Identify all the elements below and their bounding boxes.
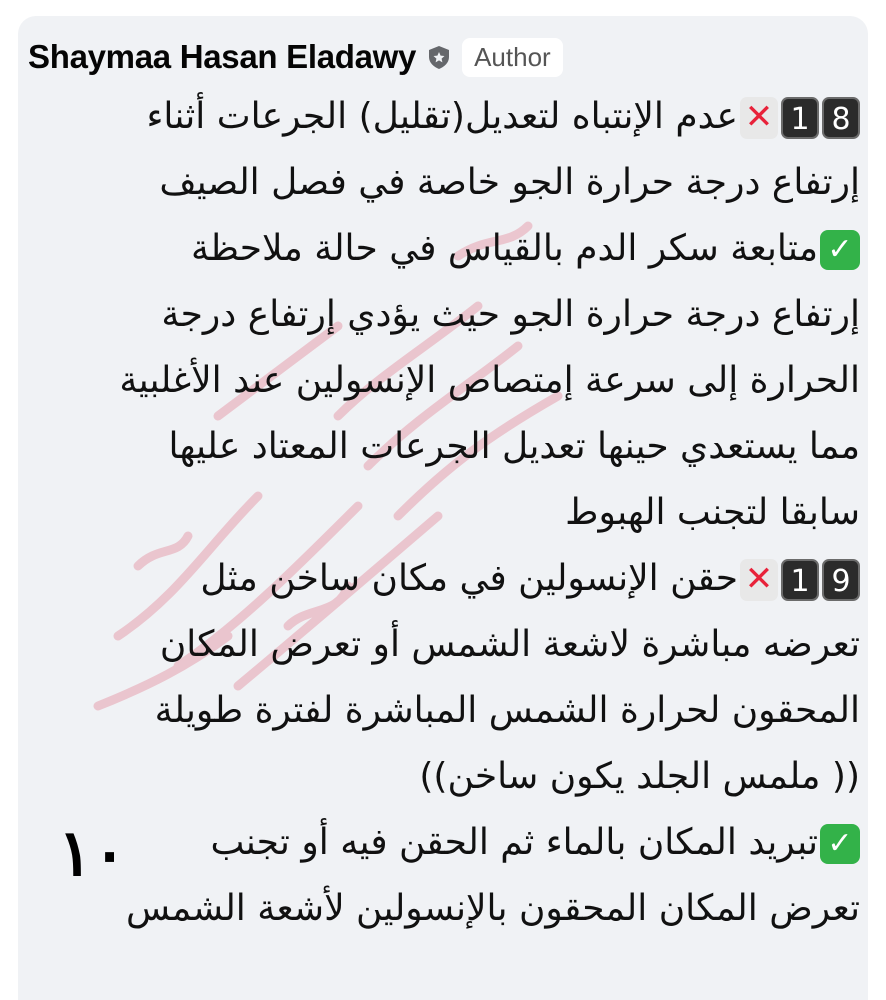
- check-mark-icon: ✓: [820, 824, 860, 864]
- item-19-advice-line-1: [36, 810, 860, 876]
- check-mark-icon: ✓: [820, 230, 860, 270]
- item-19-line-1: [36, 546, 860, 612]
- item-19-advice-line-2: تعرض المكان المحقون بالإنسولين لأشعة الشمس: [126, 888, 860, 929]
- item-19-line-2: تعرضه مباشرة لاشعة الشمس أو تعرض المكان: [159, 624, 860, 665]
- item-18-line-1: [36, 84, 860, 150]
- item-18-advice-line-2: إرتفاع درجة حرارة الجو حيث يؤدي إرتفاع درجة: [161, 294, 860, 335]
- item-19-line-3: المحقون لحرارة الشمس المباشرة لفترة طويلة: [154, 690, 860, 731]
- number-key-digit: 9: [822, 559, 860, 601]
- post-card: [18, 16, 868, 1000]
- number-key-digit: 1: [781, 559, 819, 601]
- item-19-text: حقن الإنسولين في مكان ساخن مثل: [200, 558, 738, 599]
- number-key-digit: 8: [822, 97, 860, 139]
- item-19-advice-text: تبريد المكان بالماء ثم الحقن فيه أو تجنب: [210, 822, 818, 863]
- item-18-advice-line-4: مما يستعدي حينها تعديل الجرعات المعتاد عليها: [168, 426, 860, 467]
- item-18-advice-line-1: [36, 216, 860, 282]
- author-name[interactable]: Shaymaa Hasan Eladawy: [28, 38, 417, 75]
- item-18-advice-line-3: الحرارة إلى سرعة إمتصاص الإنسولين عند الأغلبية: [119, 360, 860, 401]
- author-tag: Author: [462, 38, 563, 77]
- handwritten-page-number: ١٠: [58, 816, 127, 891]
- cross-mark-icon: ✕: [740, 97, 778, 139]
- item-19-line-4: (( ملمس الجلد يكون ساخن)): [419, 756, 860, 797]
- shield-star-icon: [426, 44, 452, 70]
- cross-mark-icon: ✕: [740, 559, 778, 601]
- post-text: [36, 84, 860, 942]
- item-18-advice-text: متابعة سكر الدم بالقياس في حالة ملاحظة: [190, 228, 818, 269]
- item-18-advice-line-5: سابقا لتجنب الهبوط: [565, 492, 860, 533]
- number-key-digit: 1: [781, 97, 819, 139]
- item-18-text: عدم الإنتباه لتعديل(تقليل) الجرعات أثناء: [146, 96, 738, 137]
- item-18-line-2: إرتفاع درجة حرارة الجو خاصة في فصل الصيف: [159, 162, 860, 203]
- comment-header: [28, 34, 563, 80]
